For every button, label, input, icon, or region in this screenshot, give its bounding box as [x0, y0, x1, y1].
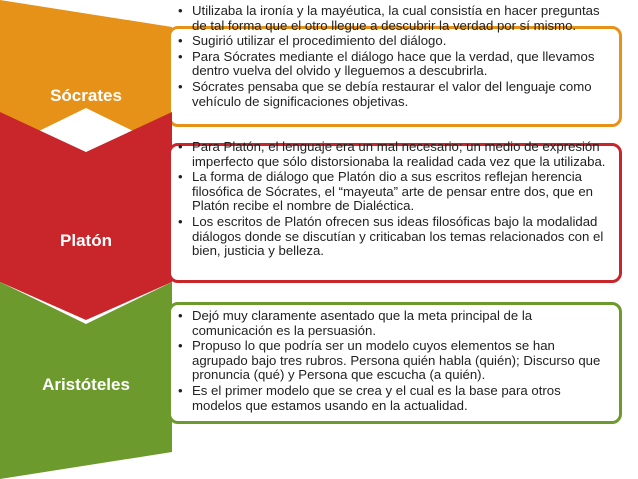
- label-platon: Platón: [60, 231, 112, 250]
- bullets-socrates: [178, 4, 608, 110]
- bullet-aristoteles-3: • Es el primer modelo que se crea y el cual es la base para otros modelos que estamos usando en la actualidad.: [178, 384, 608, 413]
- bullet-socrates-1: • Utilizaba la ironía y la mayéutica, la cual consistía en hacer preguntas de tal forma que el otro llegue a descubrir la verdad por sí mismo.: [178, 4, 608, 33]
- bullet-aristoteles-2: • Propuso lo que podría ser un modelo cuyos elementos se han agrupado bajo tres rubros. Persona quién habla (quién); Discurso que pronuncia (qué) y Persona que escucha (a quién).: [178, 339, 608, 383]
- bullet-socrates-3: • Para Sócrates mediante el diálogo hace que la verdad, que llevamos dentro vuelva del olvido y lleguemos a descubrirla.: [178, 50, 608, 79]
- bullet-socrates-2: • Sugirió utilizar el procedimiento del diálogo.: [178, 34, 608, 49]
- label-aristoteles: Aristóteles: [42, 375, 130, 394]
- bullets-aristoteles: [178, 309, 608, 414]
- bullet-platon-3: • Los escritos de Platón ofrecen sus ideas filosóficas bajo la modalidad diálogos donde se discutían y criticaban los temas relacionados con el bien, justicia y belleza.: [178, 215, 608, 259]
- bullet-platon-2: • La forma de diálogo que Platón dio a sus escritos reflejan herencia filosófica de Sócrates, el “mayeuta” arte de pensar entre dos, que en Platón recibe el nombre de Dialéctica.: [178, 170, 608, 214]
- bullet-socrates-4: • Sócrates pensaba que se debía restaurar el valor del lenguaje como vehículo de significaciones objetivas.: [178, 80, 608, 109]
- bullets-platon: [178, 140, 608, 260]
- bullet-platon-1: • Para Platón, el lenguaje era un mal necesario; un medio de expresión imperfecto que sólo distorsionaba la realidad cada vez que la utilizaba.: [178, 140, 608, 169]
- label-socrates: Sócrates: [50, 86, 122, 105]
- bullet-aristoteles-1: • Dejó muy claramente asentado que la meta principal de la comunicación es la persuasión.: [178, 309, 608, 338]
